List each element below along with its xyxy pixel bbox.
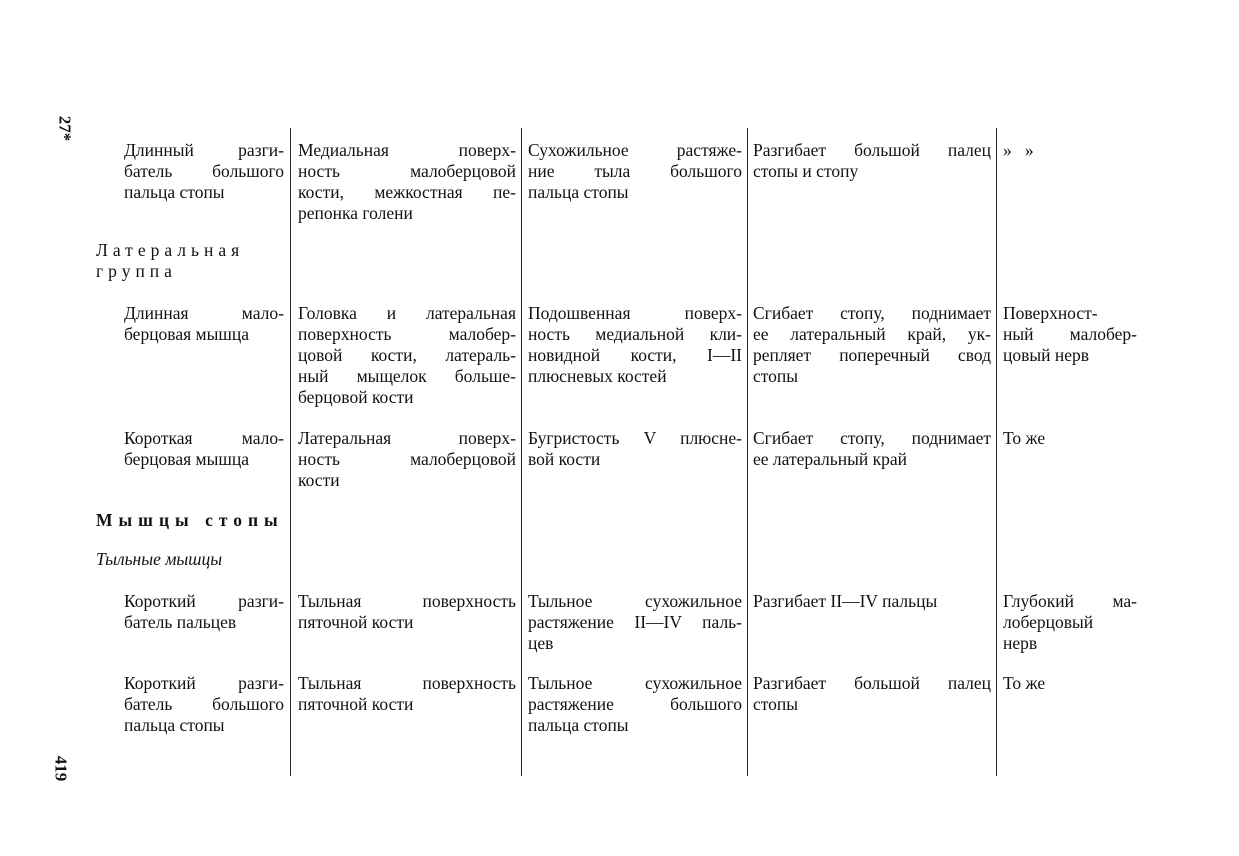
text-line: Медиальная поверх- — [298, 140, 516, 160]
text-line: берцовая мышца — [124, 324, 249, 344]
text-line: берцовой кости — [298, 387, 414, 407]
text-line: батель пальцев — [124, 612, 237, 632]
text-line: Тыльное сухожильное — [528, 591, 742, 611]
text-line: нерв — [1003, 633, 1038, 653]
text-line: цев — [528, 633, 554, 653]
text-line: То же — [1003, 673, 1046, 693]
text-line: Сгибает стопу, поднимает — [753, 428, 991, 448]
text-line: стопы — [753, 694, 799, 714]
muscle-name-cell — [124, 673, 284, 736]
margin-signature-note: 27* — [55, 115, 75, 142]
text-line: Длинная мало- — [124, 303, 284, 323]
text-line: репонка голени — [298, 203, 413, 223]
text-line: пальца стопы — [124, 715, 225, 735]
insertion-cell — [528, 673, 742, 736]
text-line: ность малоберцовой — [298, 449, 516, 469]
page-number: 419 — [51, 755, 71, 782]
origin-cell — [298, 428, 516, 491]
text-line: стопы и стопу — [753, 161, 859, 181]
section-heading-lateral-group — [96, 240, 244, 282]
text-line: Головка и латеральная — [298, 303, 516, 323]
text-line: Подошвенная поверх- — [528, 303, 742, 323]
text-line: ность медиальной кли- — [528, 324, 742, 344]
text-line: Сгибает стопу, поднимает — [753, 303, 991, 323]
text-line: То же — [1003, 428, 1046, 448]
text-line: Разгибает большой палец — [753, 140, 991, 160]
text-line: цовый нерв — [1003, 345, 1090, 365]
text-line: » » — [1003, 140, 1034, 160]
origin-cell — [298, 591, 516, 633]
insertion-cell — [528, 303, 742, 387]
function-cell — [753, 591, 991, 612]
text-line: пяточной кости — [298, 612, 414, 632]
text-line: ный мыщелок больше- — [298, 366, 516, 386]
text-line: Короткая мало- — [124, 428, 284, 448]
column-divider-2 — [521, 128, 522, 776]
text-line: Разгибает II—IV пальцы — [753, 591, 938, 611]
nerve-cell — [1003, 303, 1137, 366]
insertion-cell — [528, 140, 742, 203]
function-cell — [753, 303, 991, 387]
text-line: Поверхност- — [1003, 303, 1098, 323]
text-line: Тыльная поверхность — [298, 673, 516, 693]
column-divider-4 — [996, 128, 997, 776]
text-line: репляет поперечный свод — [753, 345, 991, 365]
text-line: Тыльная поверхность — [298, 591, 516, 611]
muscle-name-cell — [124, 428, 284, 470]
origin-cell — [298, 140, 516, 224]
text-line: Длинный разги- — [124, 140, 284, 160]
text-line: берцовая мышца — [124, 449, 249, 469]
nerve-cell — [1003, 673, 1137, 694]
function-cell — [753, 140, 991, 182]
text-line: вой кости — [528, 449, 601, 469]
text-line: батель большого — [124, 161, 284, 181]
text-line: поверхность малобер- — [298, 324, 516, 344]
subsection-heading-dorsal-muscles: Тыльные мышцы — [96, 549, 223, 569]
function-cell — [753, 673, 991, 715]
text-line: Короткий разги- — [124, 673, 284, 693]
text-line: батель большого — [124, 694, 284, 714]
text-line: кости, межкостная пе- — [298, 182, 516, 202]
text-line: Латеральная — [96, 240, 245, 260]
text-line: Латеральная поверх- — [298, 428, 516, 448]
text-line: пяточной кости — [298, 694, 414, 714]
text-line: Тыльное сухожильное — [528, 673, 742, 693]
function-cell — [753, 428, 991, 470]
text-line: растяжение II—IV паль- — [528, 612, 742, 632]
text-line: новидной кости, I—II — [528, 345, 742, 365]
nerve-cell — [1003, 428, 1137, 449]
text-line: ние тыла большого — [528, 161, 742, 181]
column-divider-1 — [290, 128, 291, 776]
text-line: ее латеральный край, ук- — [753, 324, 991, 344]
origin-cell — [298, 673, 516, 715]
text-line: пальца стопы — [528, 182, 629, 202]
text-line: пальца стопы — [528, 715, 629, 735]
text-line: пальца стопы — [124, 182, 225, 202]
text-line: Сухожильное растяже- — [528, 140, 742, 160]
text-line: Короткий разги- — [124, 591, 284, 611]
nerve-cell — [1003, 140, 1137, 161]
nerve-cell — [1003, 591, 1137, 654]
text-line: плюсневых костей — [528, 366, 667, 386]
insertion-cell — [528, 428, 742, 470]
muscle-name-cell — [124, 303, 284, 345]
section-heading-foot-muscles: Мышцы стопы — [96, 510, 284, 530]
text-line: группа — [96, 261, 177, 281]
text-line: Разгибает большой палец — [753, 673, 991, 693]
muscle-name-cell — [124, 140, 284, 203]
column-divider-3 — [747, 128, 748, 776]
muscle-name-cell — [124, 591, 284, 633]
text-line: ее латеральный край — [753, 449, 908, 469]
text-line: стопы — [753, 366, 799, 386]
text-line: ный малобер- — [1003, 324, 1137, 344]
text-line: кости — [298, 470, 340, 490]
text-line: лоберцовый — [1003, 612, 1094, 632]
insertion-cell — [528, 591, 742, 654]
text-line: Глубокий ма- — [1003, 591, 1137, 611]
text-line: растяжение большого — [528, 694, 742, 714]
origin-cell — [298, 303, 516, 408]
text-line: цовой кости, латераль- — [298, 345, 516, 365]
text-line: ность малоберцовой — [298, 161, 516, 181]
text-line: Бугристость V плюсне- — [528, 428, 742, 448]
